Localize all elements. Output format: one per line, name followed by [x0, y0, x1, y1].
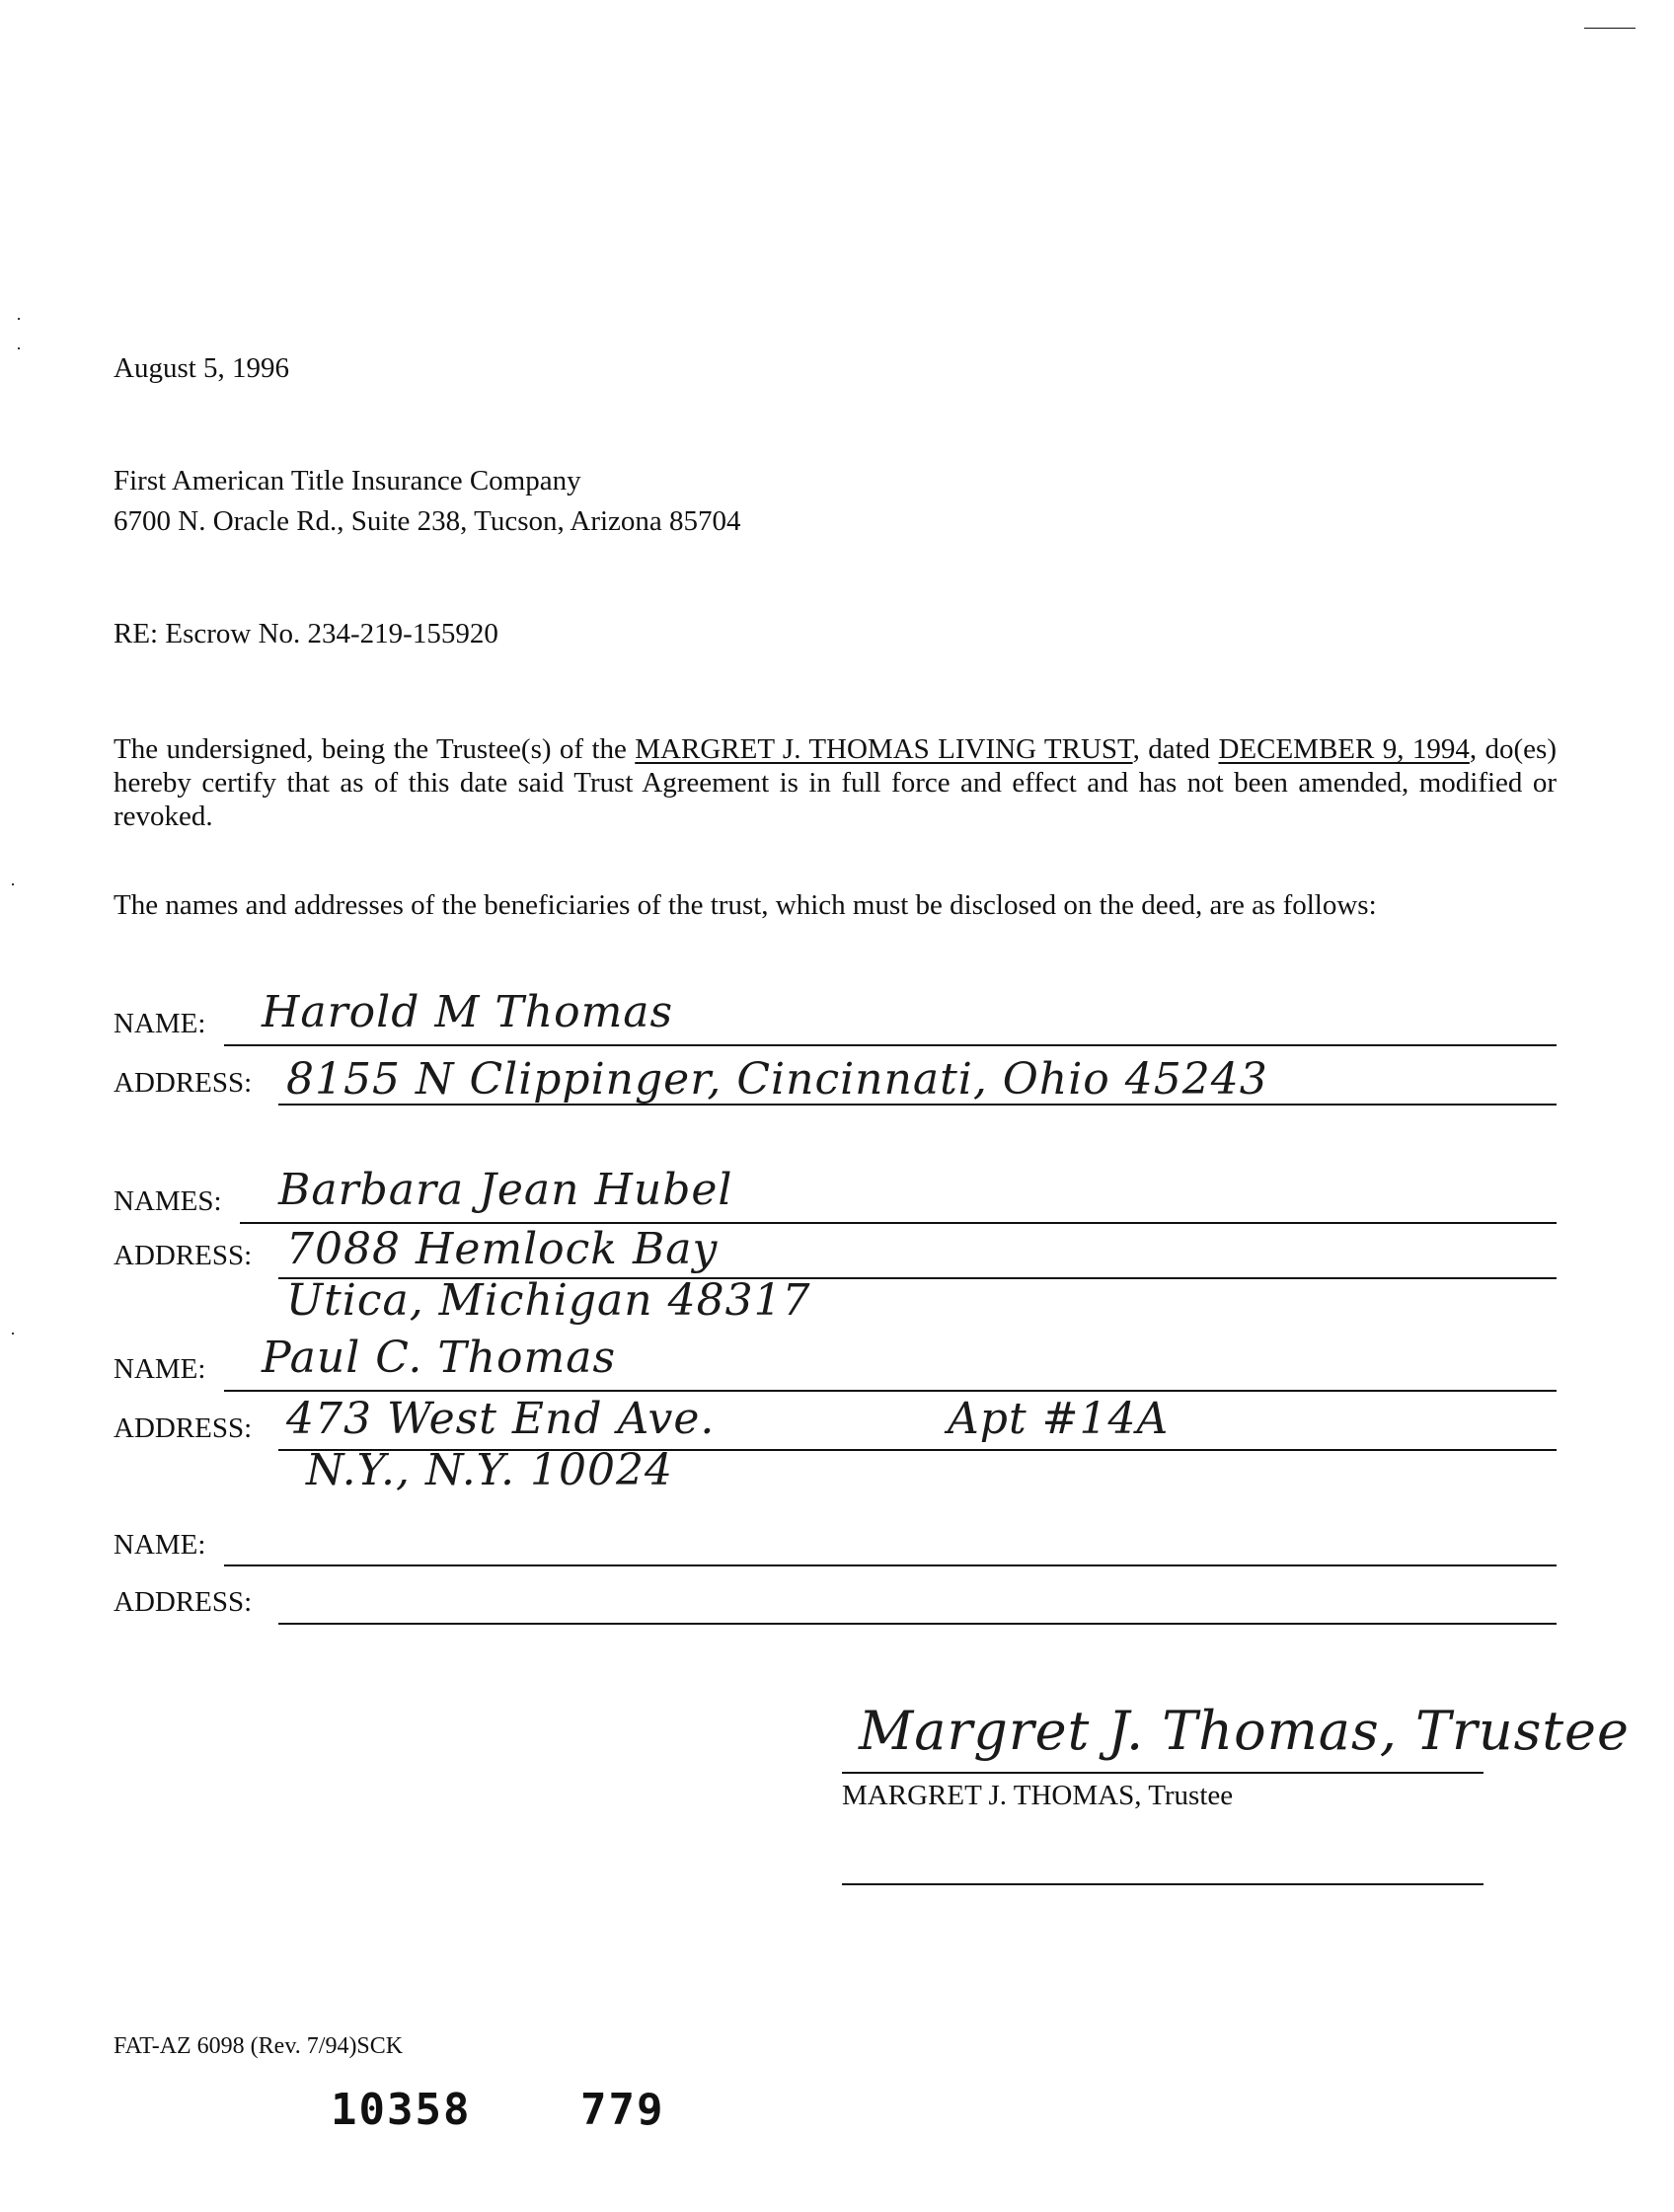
- signature-line: [842, 1772, 1484, 1774]
- scan-speck: [18, 318, 20, 320]
- scan-speck: [12, 883, 14, 885]
- beneficiary-4-name-label: NAME:: [114, 1529, 206, 1561]
- beneficiary-1-address-handwritten: 8155 N Clippinger, Cincinnati, Ohio 45243: [286, 1054, 1268, 1105]
- beneficiary-2-name-handwritten: Barbara Jean Hubel: [278, 1165, 733, 1215]
- beneficiary-1-name-line: [224, 1044, 1557, 1046]
- scan-speck: [12, 1333, 14, 1335]
- trustee-signature: Margret J. Thomas, Trustee: [859, 1700, 1630, 1762]
- beneficiary-2-address-label: ADDRESS:: [114, 1240, 253, 1271]
- certification-text-2: , dated: [1132, 733, 1211, 765]
- certification-text-3: , do(es) hereby certify that as of this date said Trust Agreement is in full force and effect and has not been amended, modified or revoked.: [114, 733, 1557, 832]
- beneficiary-2-address-handwritten-line-2: Utica, Michigan 48317: [286, 1275, 811, 1326]
- beneficiary-1-name-handwritten: Harold M Thomas: [262, 987, 674, 1037]
- beneficiary-2-address-handwritten: 7088 Hemlock Bay: [286, 1224, 719, 1274]
- escrow-reference: RE: Escrow No. 234-219-155920: [114, 618, 498, 649]
- beneficiary-3-name-label: NAME:: [114, 1353, 206, 1385]
- recording-number-right: 779: [580, 2085, 665, 2135]
- beneficiary-3-address-handwritten-apt: Apt #14A: [948, 1394, 1170, 1444]
- trust-name: MARGRET J. THOMAS LIVING TRUST: [635, 733, 1133, 765]
- beneficiary-3-address-label: ADDRESS:: [114, 1412, 253, 1444]
- recipient-address: 6700 N. Oracle Rd., Suite 238, Tucson, Arizona 85704: [114, 505, 741, 537]
- corner-scan-mark: [1584, 28, 1636, 29]
- beneficiary-3-address-handwritten-line-2: N.Y., N.Y. 10024: [306, 1445, 673, 1495]
- beneficiary-1-address-label: ADDRESS:: [114, 1067, 253, 1099]
- letter-date: August 5, 1996: [114, 352, 290, 384]
- beneficiary-1-name-label: NAME:: [114, 1008, 206, 1039]
- beneficiary-4-address-label: ADDRESS:: [114, 1586, 253, 1618]
- trustee-printed-name: MARGRET J. THOMAS, Trustee: [842, 1780, 1234, 1811]
- beneficiary-3-address-handwritten: 473 West End Ave.: [286, 1394, 716, 1444]
- form-identifier: FAT-AZ 6098 (Rev. 7/94)SCK: [114, 2033, 404, 2059]
- beneficiary-3-name-line: [224, 1390, 1557, 1392]
- recording-number-left: 10358: [331, 2085, 472, 2135]
- trust-date: DECEMBER 9, 1994: [1218, 733, 1470, 765]
- second-signature-line: [842, 1883, 1484, 1885]
- recipient-name: First American Title Insurance Company: [114, 465, 581, 496]
- beneficiary-4-address-line: [278, 1623, 1557, 1625]
- certification-paragraph: [114, 732, 1557, 833]
- scan-speck: [18, 347, 20, 349]
- beneficiary-4-name-line: [224, 1564, 1557, 1566]
- beneficiaries-intro: The names and addresses of the beneficiaries of the trust, which must be disclosed on the deed, are as follows:: [114, 889, 1377, 921]
- beneficiary-3-name-handwritten: Paul C. Thomas: [262, 1333, 617, 1383]
- certification-text-1: The undersigned, being the Trustee(s) of the: [114, 733, 636, 765]
- beneficiary-2-name-label: NAMES:: [114, 1185, 222, 1217]
